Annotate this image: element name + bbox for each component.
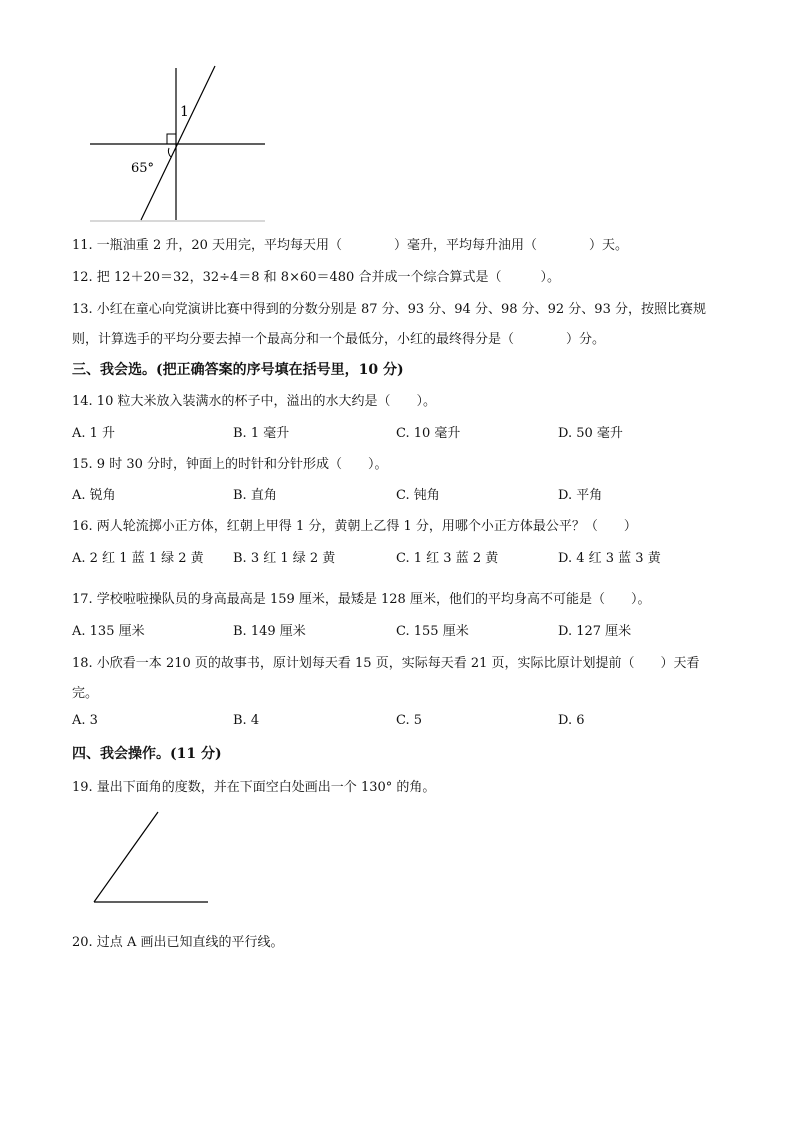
q16-option-a: A. 2 红 1 蓝 1 绿 2 黄 [72,551,204,566]
question-19: 19. 量出下面角的度数，并在下面空白处画出一个 130° 的角。 [72,780,436,795]
angle-65-label: 65° [131,161,155,176]
question-20: 20. 过点 A 画出已知直线的平行线。 [72,935,284,950]
question-13-line2: 则，计算选手的平均分要去掉一个最高分和一个最低分，小红的最终得分是（ ）分。 [72,332,606,347]
q18-option-a: A. 3 [72,713,98,728]
q15-option-a: A. 锐角 [72,488,116,503]
question-18-line1: 18. 小欣看一本 210 页的故事书，原计划每天看 15 页，实际每天看 21 页，实际比原计划提前（ ）天看 [72,656,700,671]
q14-option-a: A. 1 升 [72,426,116,441]
q18-option-d: D. 6 [558,713,585,728]
q17-option-c: C. 155 厘米 [396,624,469,639]
question-14: 14. 10 粒大米放入装满水的杯子中，溢出的水大约是（ ）。 [72,394,436,409]
question-17: 17. 学校啦啦操队员的身高最高是 159 厘米，最矮是 128 厘米，他们的平均身高不可能是（ ）。 [72,592,651,607]
q14-option-b: B. 1 毫升 [233,426,290,441]
q16-option-d: D. 4 红 3 蓝 3 黄 [558,551,661,566]
q15-option-b: B. 直角 [233,488,277,503]
q16-option-b: B. 3 红 1 绿 2 黄 [233,551,336,566]
angle-1-label: 1 [180,104,189,120]
q17-option-b: B. 149 厘米 [233,624,306,639]
section-4-heading: 四、我会操作。(11 分) [72,746,222,762]
question-15: 15. 9 时 30 分时，钟面上的时针和分针形成（ ）。 [72,457,388,472]
question-18-line2: 完。 [72,686,99,701]
question-16: 16. 两人轮流掷小正方体，红朝上甲得 1 分，黄朝上乙得 1 分，用哪个小正方体最公平？（ ） [72,519,637,534]
question-13-line1: 13. 小红在童心向党演讲比赛中得到的分数分别是 87 分、93 分、94 分、98 分、92 分、93 分，按照比赛规 [72,302,706,317]
intersecting-lines-figure [85,58,285,228]
angle-figure [88,808,228,908]
q16-option-c: C. 1 红 3 蓝 2 黄 [396,551,499,566]
section-3-heading: 三、我会选。(把正确答案的序号填在括号里，10 分) [72,362,404,378]
q18-option-c: C. 5 [396,713,423,728]
q18-option-b: B. 4 [233,713,260,728]
q15-option-d: D. 平角 [558,488,603,503]
q17-option-a: A. 135 厘米 [72,624,145,639]
q14-option-d: D. 50 毫升 [558,426,623,441]
question-11: 11. 一瓶油重 2 升，20 天用完，平均每天用（ ）毫升，平均每升油用（ ）天。 [72,238,629,253]
q14-option-c: C. 10 毫升 [396,426,461,441]
question-12: 12. 把 12＋20＝32，32÷4＝8 和 8×60＝480 合并成一个综合算式是（ ）。 [72,270,560,285]
q17-option-d: D. 127 厘米 [558,624,632,639]
q15-option-c: C. 钝角 [396,488,440,503]
